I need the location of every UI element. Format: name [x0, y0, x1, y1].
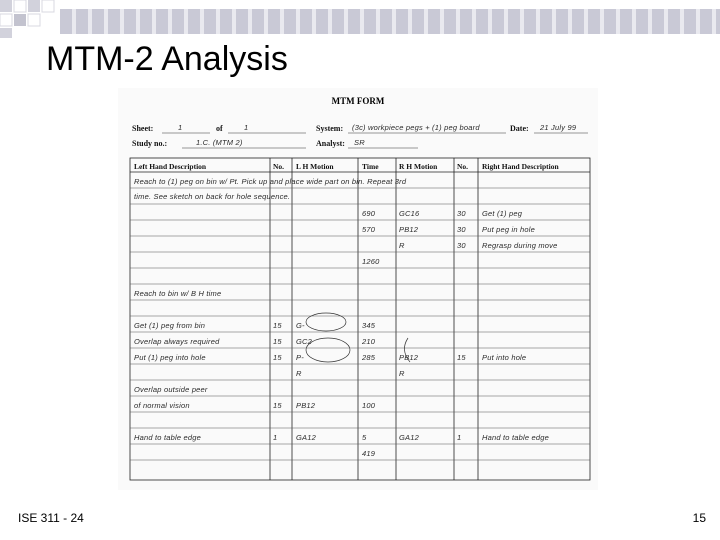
col-header-left-hand-description: Left Hand Description: [134, 162, 207, 171]
col-header-right-no: No.: [457, 162, 469, 171]
table-cell-rhm: GA12: [399, 433, 419, 442]
table-cell-rno: 30: [457, 209, 466, 218]
table-cell-lhm: PB12: [296, 401, 316, 410]
table-cell-rhm: PB12: [399, 225, 419, 234]
table-cell-time: 419: [362, 449, 376, 458]
table-cell-lhd: of normal vision: [134, 401, 190, 410]
table-cell-time: 285: [362, 353, 376, 362]
study-value: 1.C. (MTM 2): [196, 138, 243, 147]
table-cell-lhm: R: [296, 369, 302, 378]
system-value: (3c) workpiece pegs + (1) peg board: [352, 123, 480, 132]
table-cell-rhm: R: [399, 241, 405, 250]
form-title: MTM FORM: [331, 96, 385, 106]
table-cell-lno: 15: [273, 401, 282, 410]
table-cell-time: 210: [362, 337, 376, 346]
table-cell-lhm: P-: [296, 353, 304, 362]
table-cell-lno: 15: [273, 353, 282, 362]
col-header-time: Time: [362, 162, 379, 171]
col-header-lh-motion: L H Motion: [296, 162, 334, 171]
sheet-value: 1: [178, 123, 183, 132]
table-cell-rno: 1: [457, 433, 462, 442]
table-cell-lhd: Get (1) peg from bin: [134, 321, 206, 330]
table-cell-rno: 30: [457, 225, 466, 234]
table-cell-lhm: GC2: [296, 337, 313, 346]
study-label: Study no.:: [132, 139, 168, 148]
table-cell-lno: 15: [273, 321, 282, 330]
footer-course: ISE 311 - 24: [18, 511, 84, 525]
table-cell-lno: 1: [273, 433, 278, 442]
analyst-value: SR: [354, 138, 365, 147]
date-value: 21 July 99: [540, 123, 577, 132]
date-label: Date:: [510, 124, 529, 133]
table-cell-rhd: Hand to table edge: [482, 433, 549, 442]
of-value: 1: [244, 123, 249, 132]
table-cell-rhm: PB12: [399, 353, 419, 362]
table-cell-rhd: Put into hole: [482, 353, 527, 362]
mtm-form-scan: [118, 88, 598, 490]
table-cell-time: 1260: [362, 257, 380, 266]
table-cell-lhd: Put (1) peg into hole: [134, 353, 206, 362]
table-cell-rhd: Get (1) peg: [482, 209, 523, 218]
table-cell-rhd: Put peg in hole: [482, 225, 536, 234]
top-pattern-bar: [60, 9, 720, 34]
slide-title: MTM-2 Analysis: [46, 40, 288, 78]
table-cell-lhm: GA12: [296, 433, 316, 442]
table-cell-time: 5: [362, 433, 367, 442]
page-number: 15: [692, 511, 706, 525]
col-header-right-hand-description: Right Hand Description: [482, 162, 559, 171]
system-label: System:: [316, 124, 344, 133]
table-cell-time: 570: [362, 225, 376, 234]
table-cell-time: 345: [362, 321, 376, 330]
sheet-label: Sheet:: [132, 124, 154, 133]
table-cell-lno: 15: [273, 337, 282, 346]
table-cell-lhd: Reach to bin w/ B H time: [134, 289, 222, 298]
col-header-rh-motion: R H Motion: [399, 162, 438, 171]
table-cell-time: 100: [362, 401, 376, 410]
analyst-label: Analyst:: [316, 139, 345, 148]
table-cell-lhd: Overlap always required: [134, 337, 220, 346]
table-cell-rhm: GC16: [399, 209, 420, 218]
table-cell-rno: 30: [457, 241, 466, 250]
table-cell-lhm: G-: [296, 321, 305, 330]
table-cell-lhd: Overlap outside peer: [134, 385, 208, 394]
table-cell-rhm: R: [399, 369, 405, 378]
intro-line: Reach to (1) peg on bin w/ Pt. Pick up and place wide part on bin. Repeat 3rd: [134, 177, 407, 186]
table-cell-lhd: Hand to table edge: [134, 433, 201, 442]
of-label: of: [216, 124, 223, 133]
table-cell-rno: 15: [457, 353, 466, 362]
checker-decoration: [0, 0, 60, 40]
intro-line: time. See sketch on back for hole sequence.: [134, 192, 291, 201]
table-cell-time: 690: [362, 209, 376, 218]
col-header-left-no: No.: [273, 162, 285, 171]
table-cell-rhd: Regrasp during move: [482, 241, 558, 250]
